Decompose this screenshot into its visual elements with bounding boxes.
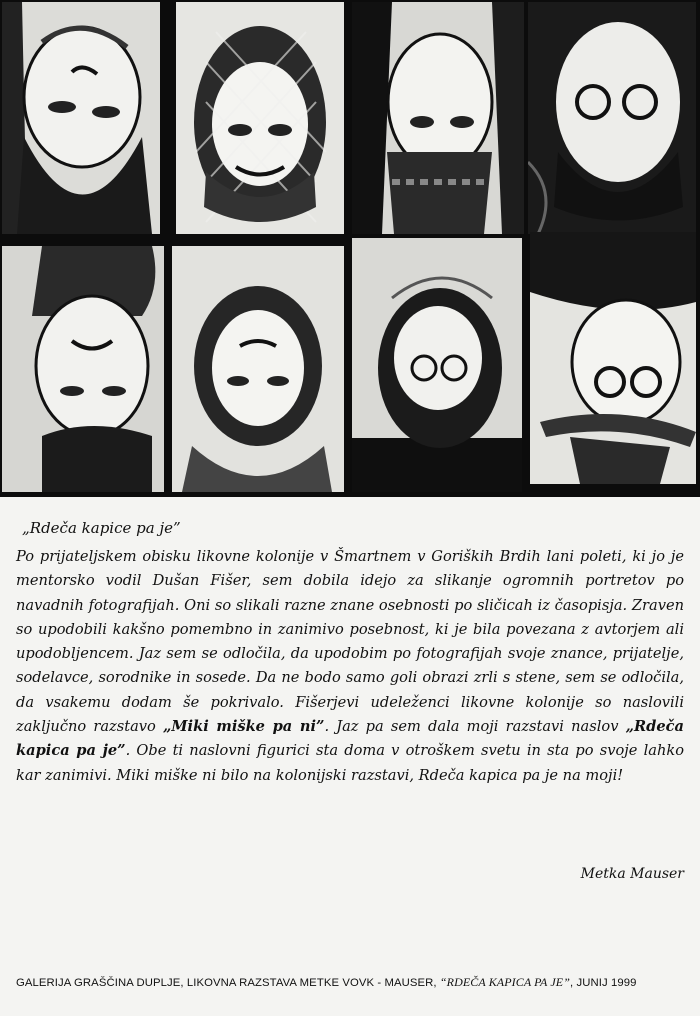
- portrait-5-image: [2, 246, 164, 492]
- caption-date: , JUNIJ 1999: [570, 977, 637, 989]
- portrait-6-image: [172, 246, 344, 492]
- portrait-7-image: [352, 238, 522, 492]
- portrait-photo-grid: [0, 0, 700, 497]
- body-part-2: . Jaz pa sem dala moji razstavi naslov: [324, 718, 626, 736]
- portrait-5: [2, 246, 164, 492]
- portrait-3: [352, 2, 524, 234]
- author-signature: Metka Mauser: [580, 866, 684, 882]
- caption-title: “RDEČA KAPICA PA JE”: [439, 975, 570, 989]
- portrait-4-image: [528, 2, 696, 234]
- exhibition-title-miki: „Miki miške pa ni”: [163, 718, 325, 736]
- caption-main: GALERIJA GRAŠČINA DUPLJE, LIKOVNA RAZSTAVA METKE VOVK - MAUSER,: [16, 977, 440, 989]
- exhibition-title-rdeca: „Rdeča kapica pa je”: [16, 718, 684, 760]
- body-part-1: Po prijateljskem obisku likovne kolonije v Šmartnem v Goriških Brdih lani poleti, ki jo je mentorsko vodil Dušan Fišer, sem dobila idejo za slikanje ogromnih portretov po navadnih fotografijah. Oni so slikali razne znane osebnosti po sličicah iz časopisja. Zraven so upodobili kakšno pomembno in zanimivo posebnost, ki je bila povezana z avtorjem ali upodobljencem. Jaz sem se odločila, da upodobim po fotografijah svoje znance, prijatelje, sodelavce, sorodnike in sosede. Da ne bodo samo goli obrazi zrli s stene, sem se odločila, da vsakemu dodam še pokrivalo. Fišerjevi udeleženci likovne kolonije so naslovili zaključno razstavo: [16, 548, 684, 736]
- portrait-1-image: [2, 2, 160, 234]
- portrait-8-image: [530, 232, 696, 484]
- portrait-1: [2, 2, 160, 234]
- portrait-2-image: [176, 2, 344, 234]
- portrait-3-image: [352, 2, 524, 234]
- article-body: [16, 545, 684, 788]
- portrait-6: [172, 246, 344, 492]
- article-title: „Rdeča kapice pa je”: [22, 519, 181, 537]
- portrait-7: [352, 238, 522, 492]
- portrait-4: [528, 2, 696, 234]
- portrait-2: [176, 2, 344, 234]
- portrait-8: [530, 232, 696, 484]
- body-part-3: . Obe ti naslovni figurici sta doma v otroškem svetu in sta po svoje lahko kar zanimivi. Miki miške ni bilo na kolonijski razstavi, Rdeča kapica pa je na moji!: [16, 742, 684, 784]
- exhibition-caption: [16, 975, 684, 990]
- bleed-through-texture: [20, 878, 680, 968]
